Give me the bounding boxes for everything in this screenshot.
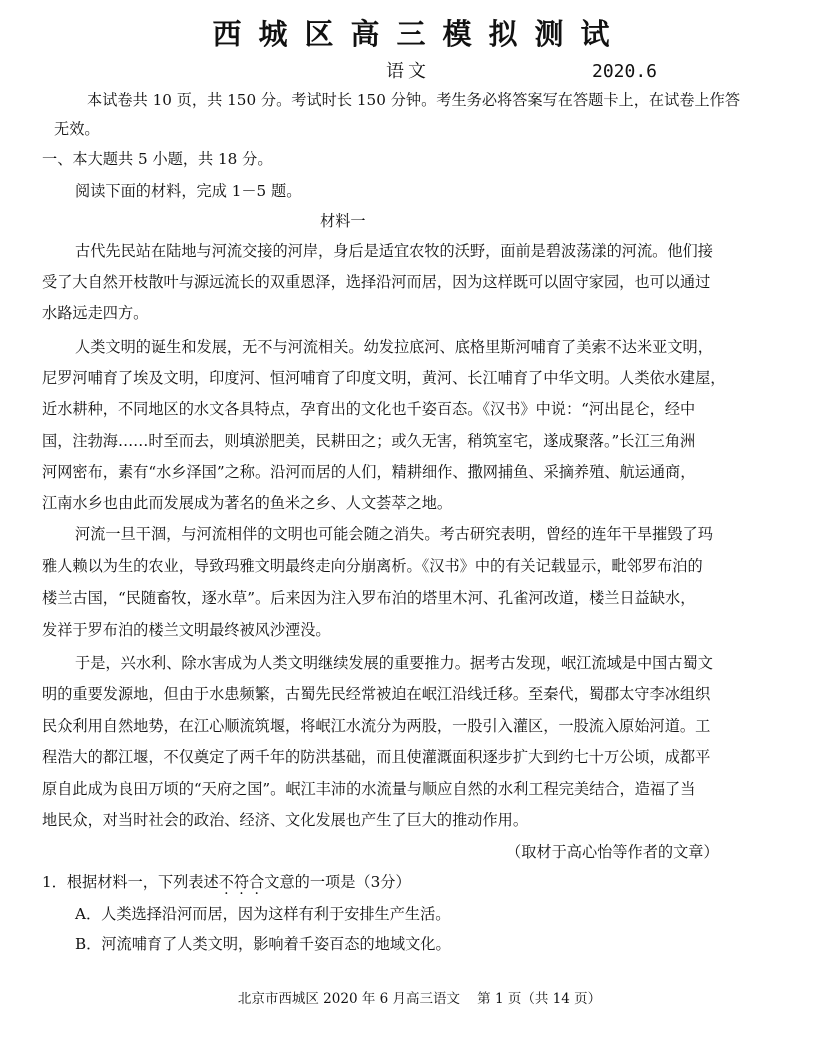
paragraph-line: 程浩大的都江堰，不仅奠定了两千年的防洪基础，而且使灌溉面积逐步扩大到约七十万公顷，成都平 — [42, 748, 711, 766]
exam-date: 2020.6 — [592, 61, 658, 82]
exam-title: 西城区高三模拟测试 — [212, 17, 627, 51]
material-source: （取材于高心怡等作者的文章） — [506, 843, 719, 861]
paragraph-line: 明的重要发源地，但由于水患频繁，古蜀先民经常被迫在岷江沿线迁移。至秦代，蜀郡太守李冰组织 — [42, 685, 711, 703]
paragraph-line: 河流一旦干涸，与河流相伴的文明也可能会随之消失。考古研究表明，曾经的连年干旱摧毁了玛 — [75, 525, 713, 543]
paragraph-line: 古代先民站在陆地与河流交接的河岸，身后是适宜农牧的沃野，面前是碧波荡漾的河流。他们接 — [75, 242, 713, 260]
question-1-stem — [42, 871, 411, 893]
paragraph-line: 雅人赖以为生的农业，导致玛雅文明最终走向分崩离析。《汉书》中的有关记载显示，毗邻罗布泊的 — [42, 557, 703, 575]
section-heading: 一、本大题共 5 小题，共 18 分。 — [42, 150, 273, 168]
option-b: B．河流哺育了人类文明，影响着千姿百态的地域文化。 — [75, 935, 451, 953]
paragraph-line: 受了大自然开枝散叶与源远流长的双重恩泽，选择沿河而居，因为这样既可以固守家园，也可以通过 — [42, 273, 711, 291]
option-a: A．人类选择沿河而居，因为这样有利于安排生产生活。 — [75, 905, 451, 923]
question-stem-text: 文意的一项是（3分） — [264, 873, 411, 891]
paragraph-line: 水路远走四方。 — [42, 304, 149, 322]
page-footer: 北京市西城区 2020 年 6 月高三语文 第 1 页（共 14 页） — [237, 991, 602, 1007]
emphasis-char: 符 — [233, 873, 250, 891]
emphasis-char: 合 — [249, 873, 265, 891]
intro-line-1: 本试卷共 10 页，共 150 分。考试时长 150 分钟。考生务必将答案写在答题卡上，在试卷上作答 — [87, 91, 741, 109]
emphasis-char: 不 — [218, 873, 234, 891]
paragraph-line: 近水耕种，不同地区的水文各具特点，孕育出的文化也千姿百态。《汉书》中说：“河出昆仑，经中 — [42, 400, 696, 418]
paragraph-line: 河网密布，素有“水乡泽国”之称。沿河而居的人们，精耕细作、撒网捕鱼、采摘养殖、航运通商， — [42, 463, 696, 481]
paragraph-line: 发祥于罗布泊的楼兰文明最终被风沙湮没。 — [42, 621, 331, 639]
paragraph-line: 原自此成为良田万顷的“天府之国”。岷江丰沛的水流量与顺应自然的水利工程完美结合，造福了当 — [42, 780, 696, 798]
paragraph-line: 于是，兴水利、除水害成为人类文明继续发展的重要推力。据考古发现，岷江流域是中国古蜀文 — [75, 654, 713, 672]
intro-line-2: 无效。 — [54, 120, 100, 138]
paragraph-line: 地民众，对当时社会的政治、经济、文化发展也产生了巨大的推动作用。 — [42, 811, 528, 829]
paragraph-line: 国，注勃海……时至而去，则填淤肥美，民耕田之；或久无害，稍筑室宅，遂成聚落。”长江三角洲 — [42, 432, 696, 450]
paragraph-line: 江南水乡也由此而发展成为著名的鱼米之乡、人文荟萃之地。 — [42, 494, 453, 512]
question-stem-text: 1．根据材料一，下列表述 — [42, 873, 219, 891]
paragraph-line: 尼罗河哺育了埃及文明，印度河、恒河哺育了印度文明，黄河、长江哺育了中华文明。人类依水建屋， — [42, 369, 726, 387]
paragraph-line: 人类文明的诞生和发展，无不与河流相关。幼发拉底河、底格里斯河哺育了美索不达米亚文明， — [75, 338, 713, 356]
paragraph-line: 民众利用自然地势，在江心顺流筑堰，将岷江水流分为两股，一股引入灌区，一股流入原始河道。工 — [42, 717, 711, 735]
material-title: 材料一 — [320, 212, 366, 230]
subject-label: 语文 — [386, 61, 430, 82]
paragraph-line: 楼兰古国，“民随畜牧，逐水草”。后来因为注入罗布泊的塔里木河、孔雀河改道，楼兰日益缺水， — [42, 589, 696, 607]
reading-instruction: 阅读下面的材料，完成 1－5 题。 — [75, 182, 302, 200]
